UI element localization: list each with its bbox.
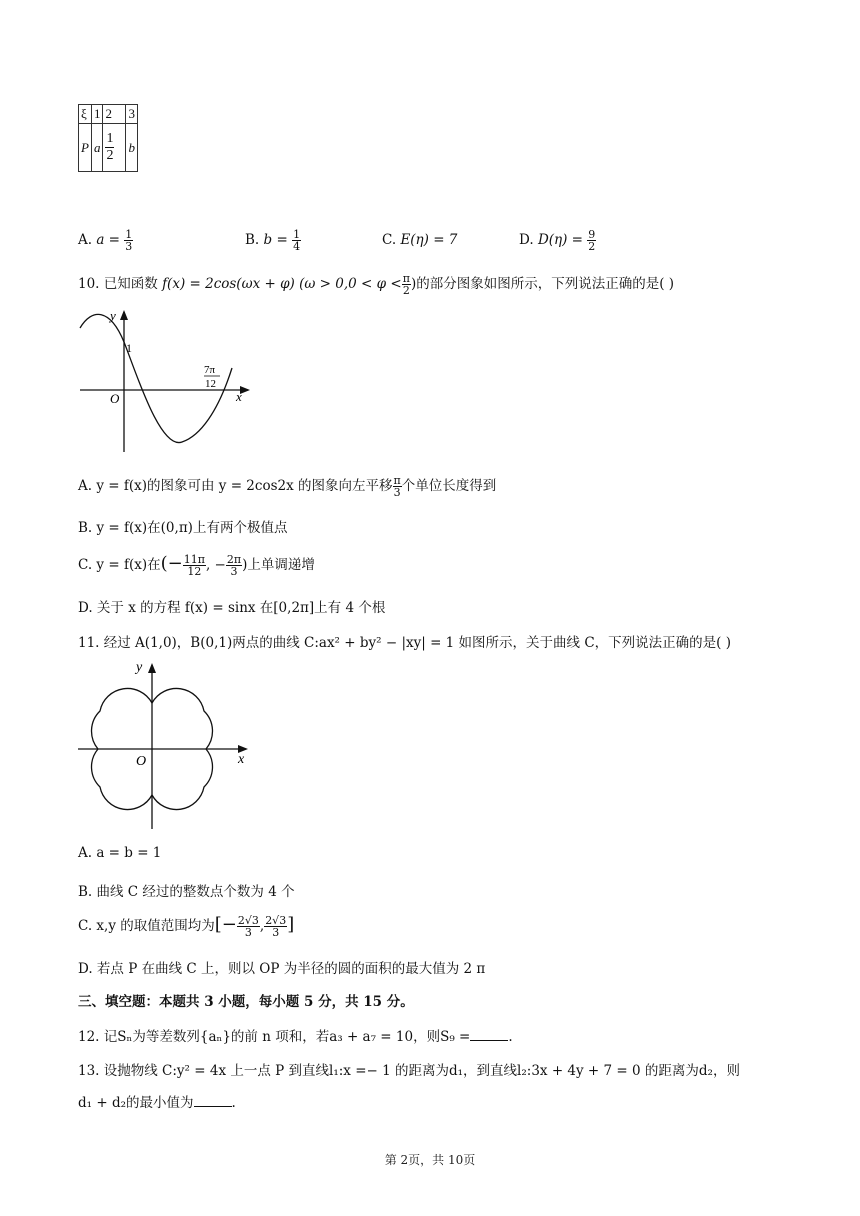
table-cell: a bbox=[91, 124, 103, 172]
table-cell bbox=[103, 124, 126, 172]
y-arrow-icon bbox=[120, 310, 128, 320]
option-lhs: b = bbox=[263, 232, 288, 248]
frac-den: 3 bbox=[393, 486, 401, 499]
condition-close: ) bbox=[410, 276, 417, 292]
answer-blank[interactable] bbox=[194, 1094, 232, 1107]
option-text: )上单调递增 bbox=[242, 557, 315, 573]
q9-option-c bbox=[382, 232, 457, 248]
frac-num: 1 bbox=[293, 228, 301, 241]
frac-num: 9 bbox=[588, 228, 596, 241]
x-axis-label: x bbox=[236, 389, 242, 404]
option-text: A. y = f(x)的图象可由 y = 2cos2x 的图象向左平移 bbox=[78, 478, 393, 494]
frac-den: 3 bbox=[272, 926, 280, 939]
distribution-table bbox=[78, 104, 138, 172]
q11-option-b: B. 曲线 C 经过的整数点个数为 4 个 bbox=[78, 884, 295, 900]
question-text: . bbox=[508, 1029, 513, 1045]
q13-line2 bbox=[78, 1091, 236, 1111]
q9-option-a bbox=[78, 229, 133, 252]
q10-option-d: D. 关于 x 的方程 f(x) = sinx 在[0,2π]上有 4 个根 bbox=[78, 600, 386, 616]
q11-option-c bbox=[78, 914, 294, 938]
section-heading: 三、填空题：本题共 3 小题，每小题 5 分，共 15 分。 bbox=[78, 994, 414, 1010]
stem-text: 10. 已知函数 bbox=[78, 276, 158, 292]
origin-label: O bbox=[110, 391, 120, 406]
frac-num: 2√3 bbox=[265, 914, 287, 927]
frac-num: 1 bbox=[106, 131, 114, 146]
frac-den: 2 bbox=[402, 284, 410, 297]
frac-den: 3 bbox=[125, 240, 133, 253]
q11-option-d: D. 若点 P 在曲线 C 上，则以 OP 为半径的圆的面积的最大值为 2 π bbox=[78, 961, 486, 977]
question-text: 12. 记Sₙ为等差数列{aₙ}的前 n 项和，若a₃ + a₇ = 10，则S₉ = bbox=[78, 1029, 471, 1045]
frac-num: 2π bbox=[226, 553, 242, 566]
option-sep: , bbox=[259, 918, 265, 934]
frac-num: π bbox=[402, 272, 410, 285]
q11-option-a: A. a = b = 1 bbox=[78, 845, 162, 861]
frac-den: 2 bbox=[588, 240, 596, 253]
q10-option-c bbox=[78, 553, 315, 577]
option-label: B. bbox=[245, 232, 260, 248]
frac-num: 2√3 bbox=[237, 914, 259, 927]
frac-num: 11π bbox=[183, 553, 205, 566]
option-text: E(η) = 7 bbox=[400, 232, 458, 248]
y-axis-label: y bbox=[136, 660, 143, 675]
question-text: . bbox=[231, 1095, 236, 1111]
frac-den: 4 bbox=[293, 240, 301, 253]
option-lhs: a = bbox=[96, 232, 120, 248]
table-cell: P bbox=[79, 124, 92, 172]
page-footer: 第 2页，共 10页 bbox=[384, 1153, 476, 1167]
option-bracket: ] bbox=[287, 914, 295, 935]
function-expr: f(x) = 2cos(ωx + φ) bbox=[162, 276, 295, 292]
option-text: 个单位长度得到 bbox=[401, 478, 497, 494]
condition-expr: (ω > 0,0 < φ < bbox=[299, 276, 402, 292]
option-label: D. bbox=[519, 232, 534, 248]
option-paren: (− bbox=[160, 553, 183, 574]
curve-graph bbox=[70, 655, 260, 833]
frac-den: 2 bbox=[106, 148, 114, 163]
y-intercept-label: 1 bbox=[126, 341, 132, 355]
table-row bbox=[79, 124, 138, 172]
option-text: C. x,y 的取值范围均为 bbox=[78, 918, 215, 934]
table-cell: 3 bbox=[126, 105, 138, 124]
frac-den: 12 bbox=[187, 565, 202, 578]
q10-stem bbox=[78, 272, 674, 296]
table-cell: 2 bbox=[103, 105, 126, 124]
q9-option-d bbox=[519, 229, 596, 252]
frac-num: 1 bbox=[125, 228, 133, 241]
origin-label: O bbox=[136, 754, 147, 769]
tick-label-den: 12 bbox=[205, 378, 216, 390]
frac-den: 3 bbox=[230, 565, 238, 578]
q12 bbox=[78, 1025, 513, 1045]
frac-num: π bbox=[393, 474, 401, 487]
option-label: C. bbox=[382, 232, 397, 248]
q10-option-a bbox=[78, 474, 496, 498]
option-text: C. y = f(x)在 bbox=[78, 557, 161, 573]
x-axis-label: x bbox=[238, 752, 245, 767]
option-sep: , − bbox=[205, 557, 226, 573]
table-cell: ξ bbox=[79, 105, 92, 124]
question-text: d₁ + d₂的最小值为 bbox=[78, 1095, 194, 1111]
table-row bbox=[79, 105, 138, 124]
q13-line1: 13. 设抛物线 C:y² = 4x 上一点 P 到直线l₁:x =− 1 的距离为d₁，到直线l₂:3x + 4y + 7 = 0 的距离为d₂，则 bbox=[78, 1063, 740, 1079]
frac-den: 3 bbox=[244, 926, 252, 939]
cosine-graph bbox=[70, 300, 260, 460]
q10-option-b: B. y = f(x)在(0,π)上有两个极值点 bbox=[78, 520, 288, 536]
y-axis-label: y bbox=[110, 308, 116, 323]
table-cell: 1 bbox=[91, 105, 103, 124]
y-arrow-icon bbox=[148, 663, 156, 673]
answer-blank[interactable] bbox=[470, 1028, 508, 1041]
tick-label-num: 7π bbox=[204, 364, 216, 376]
q11-stem: 11. 经过 A(1,0)，B(0,1)两点的曲线 C:ax² + by² − |xy| = 1 如图所示，关于曲线 C，下列说法正确的是( ) bbox=[78, 635, 731, 651]
stem-text: 的部分图象如图所示，下列说法正确的是( ) bbox=[416, 276, 675, 292]
option-bracket: [− bbox=[214, 914, 237, 935]
table-cell: b bbox=[126, 124, 138, 172]
option-label: A. bbox=[78, 232, 93, 248]
q9-option-b bbox=[245, 229, 301, 252]
option-lhs: D(η) = bbox=[537, 232, 583, 248]
